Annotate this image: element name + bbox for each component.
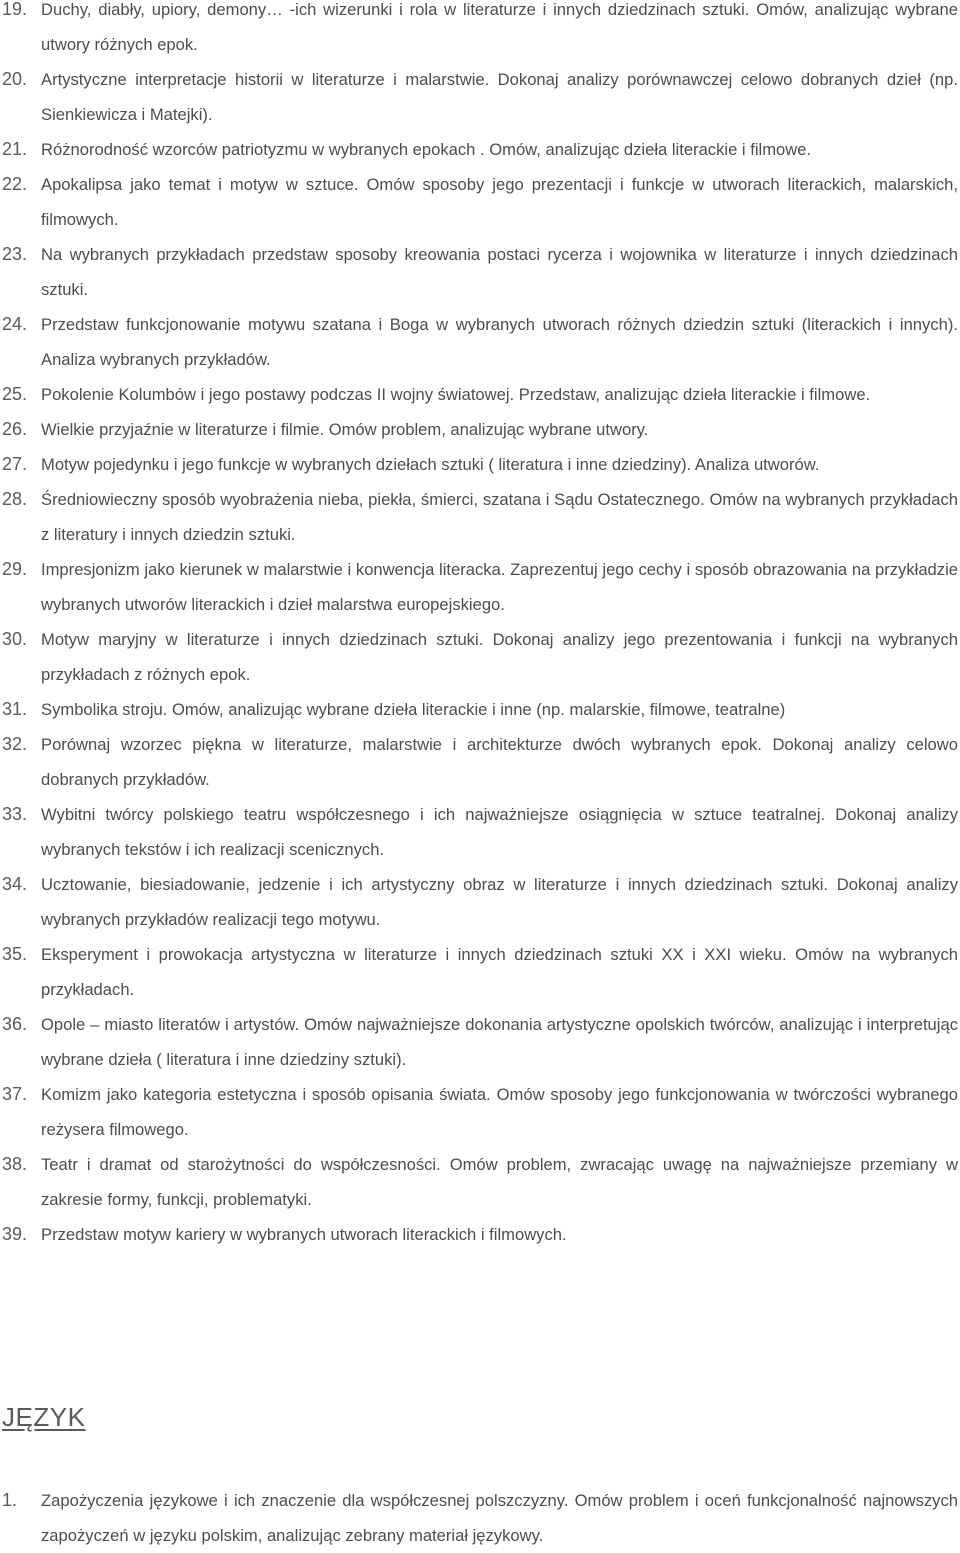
item-number: 1. [2,1490,18,1510]
list-item [0,1147,960,1217]
item-number: 30. [2,629,28,649]
item-text: Na wybranych przykładach przedstaw sposoby kreowania postaci rycerza i wojownika w literaturze i innych dziedzinach sztuki. [41,245,958,299]
list-item [0,867,960,937]
item-number: 39. [2,1224,28,1244]
item-number: 31. [2,699,28,719]
list-item [0,167,960,237]
item-text: Symbolika stroju. Omów, analizując wybrane dzieła literackie i inne (np. malarskie, filmowe, teatralne) [41,700,786,719]
item-text: Różnorodność wzorców patriotyzmu w wybranych epokach . Omów, analizując dzieła literackie i filmowe. [41,140,812,159]
list-item [0,727,960,797]
item-text: Zapożyczenia językowe i ich znaczenie dla współczesnej polszczyzny. Omów problem i oceń funkcjonalność najnowszych zapożyczeń w języku polskim, analizując zebrany materiał językowy. [41,1491,958,1545]
item-text: Ucztowanie, biesiadowanie, jedzenie i ich artystyczny obraz w literaturze i innych dziedzinach sztuki. Dokonaj analizy wybranych przykładów realizacji tego motywu. [41,875,958,929]
item-number: 27. [2,454,28,474]
list-item [0,307,960,377]
item-number: 33. [2,804,28,824]
list-item [0,412,960,447]
item-number: 22. [2,174,28,194]
item-number: 23. [2,244,28,264]
list-item [0,797,960,867]
item-text: Przedstaw funkcjonowanie motywu szatana i Boga w wybranych utworach różnych dziedzin sztuki (literackich i innych). Analiza wybranych przykładów. [41,315,958,369]
item-number: 38. [2,1154,28,1174]
item-text: Duchy, diabły, upiory, demony… -ich wizerunki i rola w literaturze i innych dziedzinach sztuki. Omów, analizując wybrane utwory różnych epok. [41,0,958,54]
item-number: 20. [2,69,28,89]
list-item [0,1077,960,1147]
list-item [0,552,960,622]
item-text: Wielkie przyjaźnie w literaturze i filmie. Omów problem, analizując wybrane utwory. [41,420,649,439]
item-number: 35. [2,944,28,964]
section-heading-language: JĘZYK [2,1402,86,1432]
item-number: 37. [2,1084,28,1104]
item-number: 34. [2,874,28,894]
item-text: Pokolenie Kolumbów i jego postawy podczas II wojny światowej. Przedstaw, analizując dzieła literackie i filmowe. [41,385,871,404]
item-text: Motyw maryjny w literaturze i innych dziedzinach sztuki. Dokonaj analizy jego prezentowania i funkcji na wybranych przykładach z różnych epok. [41,630,958,684]
list-item [0,482,960,552]
item-number: 28. [2,489,28,509]
item-number: 29. [2,559,28,579]
list-item [0,62,960,132]
item-text: Opole – miasto literatów i artystów. Omów najważniejsze dokonania artystyczne opolskich twórców, analizując i interpretując wybrane dzieła ( literatura i inne dziedziny sztuki). [41,1015,958,1069]
list-item [0,692,960,727]
item-text: Średniowieczny sposób wyobrażenia nieba, piekła, śmierci, szatana i Sądu Ostatecznego. Omów na wybranych przykładach z literatury i innych dziedzin sztuki. [41,490,958,544]
item-text: Impresjonizm jako kierunek w malarstwie i konwencja literacka. Zaprezentuj jego cechy i sposób obrazowania na przykładzie wybranych utworów literackich i dzieł malarstwa europejskiego. [41,560,958,614]
item-text: Eksperyment i prowokacja artystyczna w literaturze i innych dziedzinach sztuki XX i XXI wieku. Omów na wybranych przykładach. [41,945,958,999]
item-text: Apokalipsa jako temat i motyw w sztuce. Omów sposoby jego prezentacji i funkcje w utworach literackich, malarskich, filmowych. [41,175,958,229]
list-item [0,622,960,692]
item-text: Motyw pojedynku i jego funkcje w wybranych dziełach sztuki ( literatura i inne dziedziny). Analiza utworów. [41,455,820,474]
list-item [0,447,960,482]
item-number: 32. [2,734,28,754]
list-item [0,937,960,1007]
list-item [0,237,960,307]
list-item [0,0,960,62]
item-text: Artystyczne interpretacje historii w literaturze i malarstwie. Dokonaj analizy porównawczej celowo dobranych dzieł (np. Sienkiewicza i Matejki). [41,70,958,124]
item-text: Przedstaw motyw kariery w wybranych utworach literackich i filmowych. [41,1225,567,1244]
item-text: Teatr i dramat od starożytności do współczesności. Omów problem, zwracając uwagę na najważniejsze przemiany w zakresie formy, funkcji, problematyki. [41,1155,958,1209]
list-item [0,132,960,167]
item-text: Komizm jako kategoria estetyczna i sposób opisania świata. Omów sposoby jego funkcjonowania w twórczości wybranego reżysera filmowego. [41,1085,958,1139]
list-item [0,1217,960,1252]
item-text: Wybitni twórcy polskiego teatru współczesnego i ich najważniejsze osiągnięcia w sztuce teatralnej. Dokonaj analizy wybranych tekstów i ich realizacji scenicznych. [41,805,958,859]
list-item [0,1483,960,1553]
item-number: 24. [2,314,28,334]
item-number: 25. [2,384,28,404]
item-text: Porównaj wzorzec piękna w literaturze, malarstwie i architekturze dwóch wybranych epok. Dokonaj analizy celowo dobranych przykładów. [41,735,958,789]
language-topic-list [0,1483,960,1553]
item-number: 19. [2,0,28,19]
item-number: 36. [2,1014,28,1034]
item-number: 21. [2,139,28,159]
list-item [0,1007,960,1077]
list-item [0,377,960,412]
item-number: 26. [2,419,28,439]
